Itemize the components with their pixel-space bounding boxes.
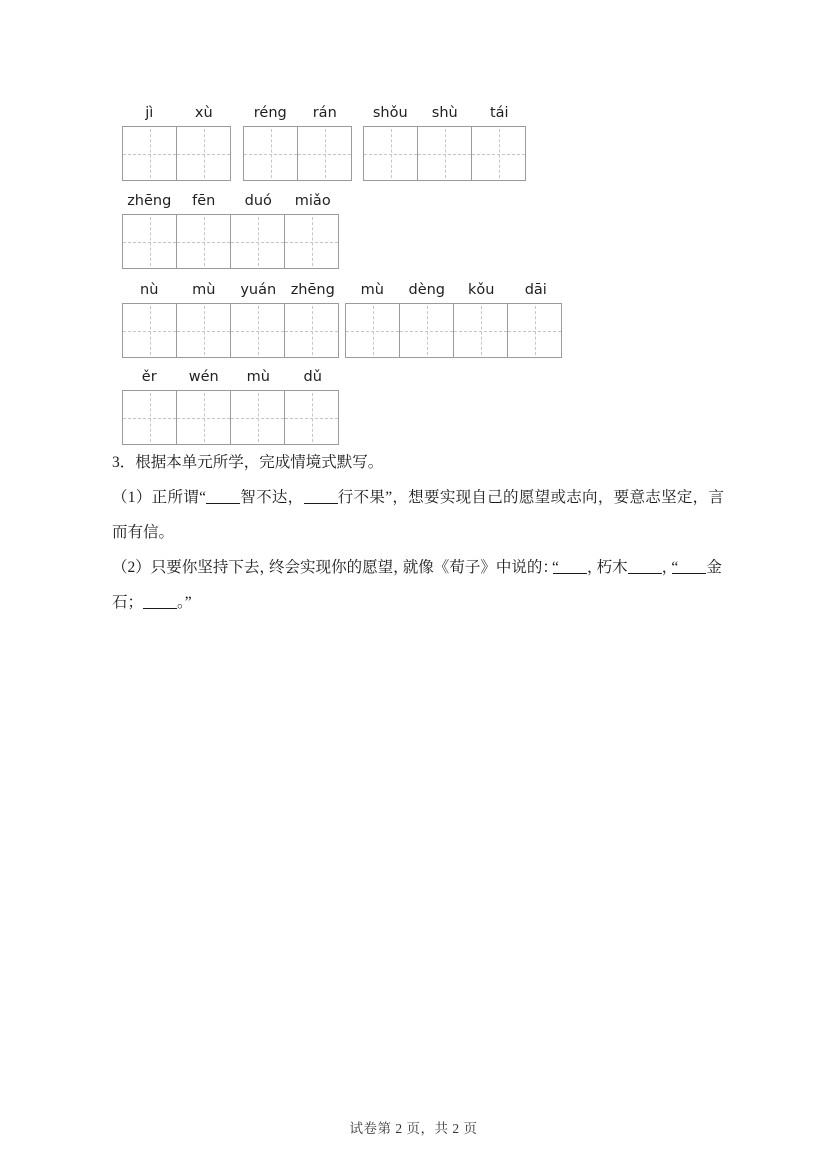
- pinyin-label: réng: [253, 105, 287, 121]
- pinyin-label: rán: [312, 105, 337, 121]
- pinyin-label: miǎo: [294, 193, 331, 209]
- pinyin-label: xù: [194, 105, 213, 121]
- pinyin-label-row: [243, 104, 352, 122]
- question-line: （2）只要你坚持下去，终会实现你的愿望，就像《荀子》中说的：“ ，朽木 ，“ 金: [112, 559, 722, 576]
- character-writing-box: [177, 304, 231, 357]
- character-writing-box: [285, 304, 338, 357]
- pinyin-label: dǔ: [303, 369, 322, 385]
- writing-box-row: [122, 303, 339, 358]
- question-line: （1）正所谓“ 智不达， 行不果”，想要实现自己的愿望或志向，要意志坚定，言: [112, 489, 724, 506]
- answer-blank: [672, 560, 706, 574]
- pinyin-label: yuán: [240, 282, 277, 298]
- character-writing-box: [123, 304, 177, 357]
- character-writing-box: [177, 215, 231, 268]
- character-writing-box: [177, 391, 231, 444]
- character-writing-box: [454, 304, 508, 357]
- character-writing-box: [123, 127, 177, 180]
- character-writing-box: [346, 304, 400, 357]
- character-writing-box: [285, 215, 338, 268]
- pinyin-label: dāi: [524, 282, 547, 298]
- answer-blank: [628, 560, 662, 574]
- writing-box-row: [122, 390, 339, 445]
- character-writing-box: [231, 391, 285, 444]
- pinyin-label: tái: [489, 105, 509, 121]
- character-writing-box: [400, 304, 454, 357]
- character-writing-box: [285, 391, 338, 444]
- pinyin-label: nù: [140, 282, 159, 298]
- pinyin-writing-group: [122, 281, 340, 362]
- pinyin-label: kǒu: [468, 282, 495, 298]
- character-writing-box: [123, 391, 177, 444]
- pinyin-label: zhēng: [127, 193, 172, 209]
- answer-blank: [143, 595, 177, 609]
- character-writing-box: [418, 127, 472, 180]
- writing-box-row: [345, 303, 562, 358]
- answer-blank: [304, 490, 338, 504]
- pinyin-label: jì: [145, 105, 154, 121]
- pinyin-label-row: [122, 281, 340, 299]
- pinyin-writing-group: [345, 281, 563, 362]
- question-line: 石； 。”: [112, 594, 192, 611]
- pinyin-label: duó: [244, 193, 272, 209]
- pinyin-label: mù: [360, 282, 384, 298]
- writing-box-row: [243, 126, 352, 181]
- character-writing-box: [364, 127, 418, 180]
- pinyin-label: mù: [246, 369, 270, 385]
- character-writing-box: [508, 304, 561, 357]
- pinyin-writing-group: [243, 104, 352, 185]
- pinyin-label: zhēng: [290, 282, 335, 298]
- pinyin-label: wén: [188, 369, 219, 385]
- character-writing-box: [231, 215, 285, 268]
- answer-blank: [206, 490, 240, 504]
- pinyin-label: shù: [431, 105, 458, 121]
- writing-box-row: [363, 126, 526, 181]
- pinyin-label-row: [122, 192, 340, 210]
- answer-blank: [553, 560, 587, 574]
- pinyin-label-row: [122, 104, 231, 122]
- pinyin-writing-group: [122, 192, 340, 273]
- page-footer: 试卷第 2 页，共 2 页: [349, 1121, 478, 1136]
- pinyin-writing-group: [363, 104, 527, 185]
- character-writing-box: [123, 215, 177, 268]
- character-writing-box: [244, 127, 298, 180]
- character-writing-box: [298, 127, 351, 180]
- character-writing-box: [231, 304, 285, 357]
- question-line: 而有信。: [112, 524, 175, 541]
- question-3-block: [112, 452, 724, 627]
- pinyin-label-row: [122, 368, 340, 386]
- character-writing-box: [472, 127, 525, 180]
- pinyin-label: shǒu: [372, 105, 408, 121]
- pinyin-writing-group: [122, 368, 340, 449]
- pinyin-label: dèng: [408, 282, 446, 298]
- pinyin-writing-group: [122, 104, 231, 185]
- pinyin-label-row: [345, 281, 563, 299]
- writing-box-row: [122, 126, 231, 181]
- pinyin-label: ěr: [141, 369, 157, 385]
- pinyin-label: fēn: [192, 193, 216, 209]
- writing-box-row: [122, 214, 339, 269]
- character-writing-box: [177, 127, 230, 180]
- pinyin-label: mù: [192, 282, 216, 298]
- question-3-heading: 3．根据本单元所学，完成情境式默写。: [112, 454, 384, 471]
- pinyin-label-row: [363, 104, 527, 122]
